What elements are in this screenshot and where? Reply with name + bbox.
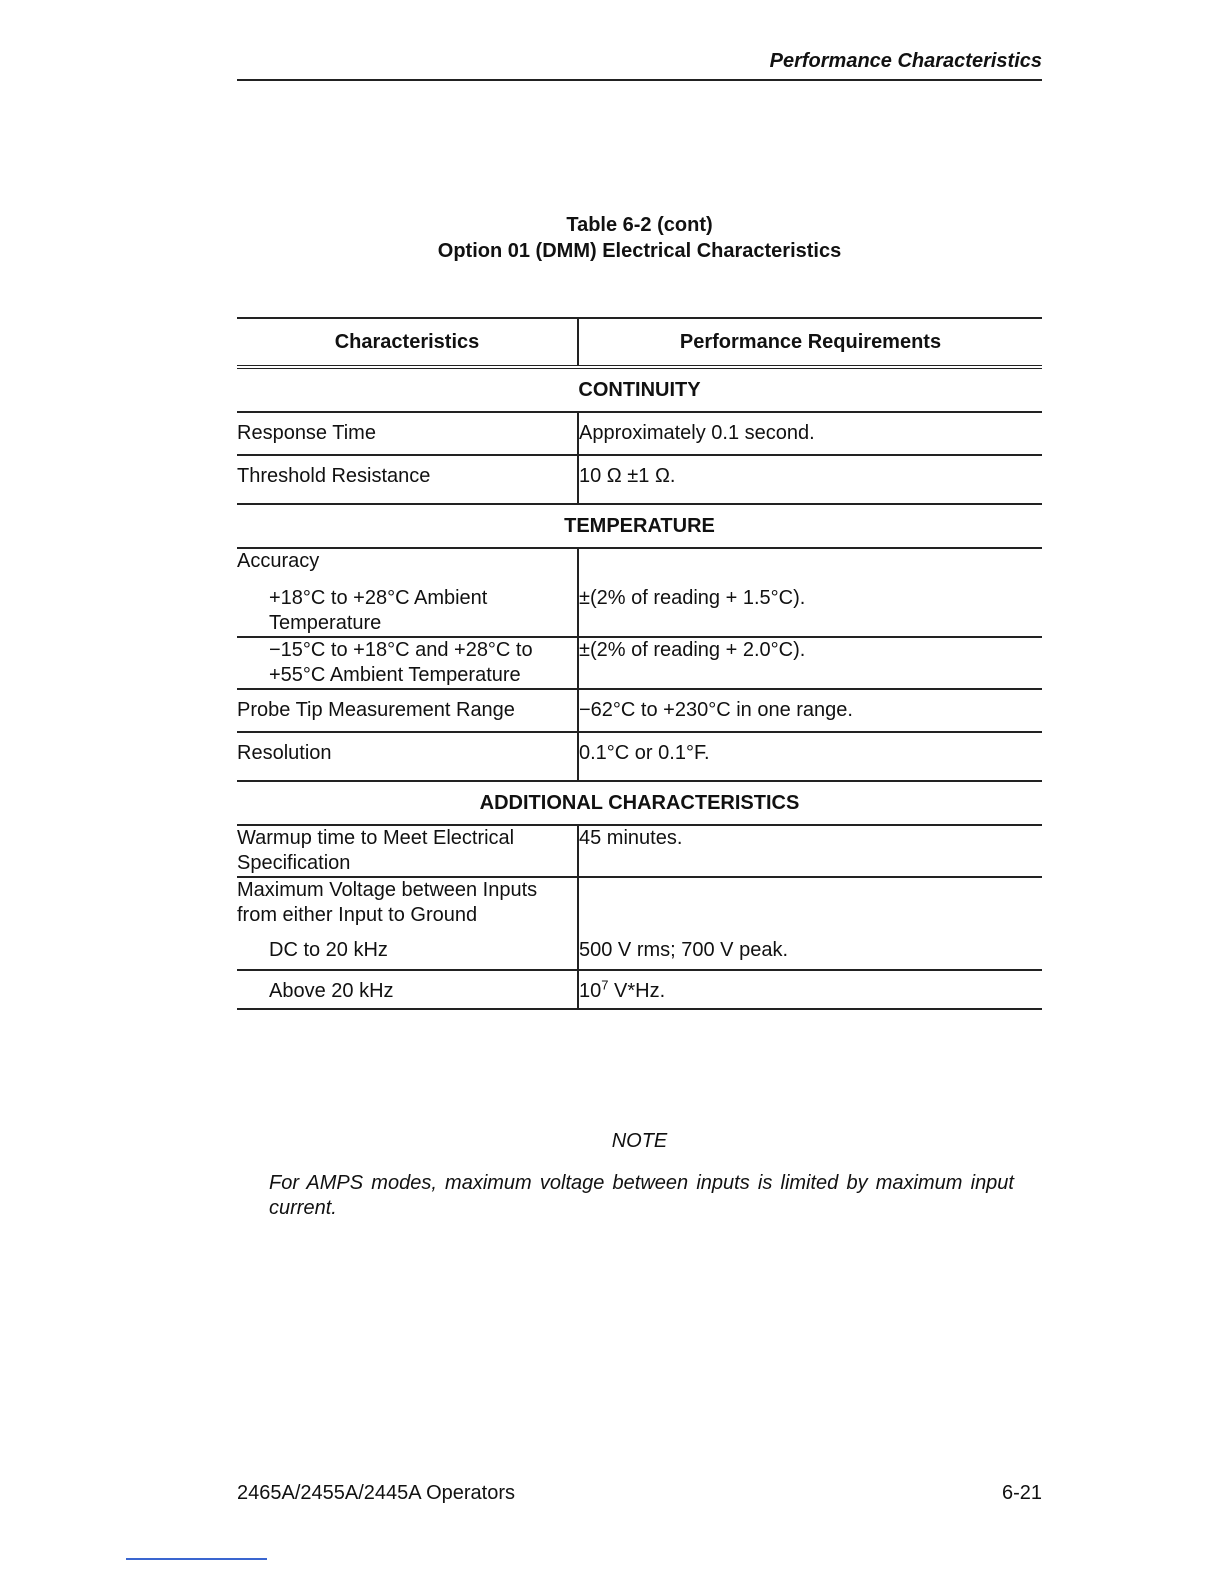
row-label: Above 20 kHz [237, 970, 578, 1009]
row-value: Approximately 0.1 second. [578, 412, 1042, 455]
table-row [237, 548, 1042, 578]
row-label: Probe Tip Measurement Range [237, 689, 578, 732]
value-unit: V*Hz. [608, 980, 666, 1002]
column-header-performance: Performance Requirements [578, 318, 1042, 367]
row-label: −15°C to +18°C and +28°C to +55°C Ambient Temperature [237, 637, 578, 689]
running-header: Performance Characteristics [237, 50, 1042, 81]
table-row [237, 455, 1042, 504]
row-label: Maximum Voltage between Inputs from either Input to Ground [237, 877, 578, 932]
table-row [237, 825, 1042, 877]
column-header-characteristics: Characteristics [237, 318, 578, 367]
section-title: TEMPERATURE [237, 504, 1042, 548]
row-value: −62°C to +230°C in one range. [578, 689, 1042, 732]
scan-mark [126, 1558, 267, 1560]
row-label: Warmup time to Meet Electrical Specification [237, 825, 578, 877]
row-label: Threshold Resistance [237, 455, 578, 504]
section-row-temperature [237, 504, 1042, 548]
table-row [237, 578, 1042, 637]
footer-manual-title: 2465A/2455A/2445A Operators [237, 1482, 515, 1504]
row-label: Response Time [237, 412, 578, 455]
row-value: 45 minutes. [578, 825, 1042, 877]
table-row [237, 932, 1042, 970]
table-row [237, 877, 1042, 932]
row-value [578, 970, 1042, 1009]
row-label: Resolution [237, 732, 578, 781]
row-label: DC to 20 kHz [237, 932, 578, 970]
section-row-continuity [237, 367, 1042, 412]
table-title: Option 01 (DMM) Electrical Characteristics [437, 240, 842, 262]
section-title: ADDITIONAL CHARACTERISTICS [237, 781, 1042, 825]
table-row [237, 732, 1042, 781]
row-value: 500 V rms; 700 V peak. [578, 932, 1042, 970]
row-value: 10 Ω ±1 Ω. [579, 465, 676, 487]
row-label: +18°C to +28°C Ambient Temperature [237, 578, 578, 637]
table-row [237, 412, 1042, 455]
table-number: Table 6-2 (cont) [566, 214, 713, 236]
section-title: CONTINUITY [237, 367, 1042, 412]
characteristics-table [237, 317, 1042, 1010]
table-header-row [237, 318, 1042, 367]
row-value: 0.1°C or 0.1°F. [579, 742, 710, 764]
row-value: ±(2% of reading + 2.0°C). [578, 637, 1042, 689]
value-exponent: 7 [601, 977, 609, 993]
section-row-additional [237, 781, 1042, 825]
table-row [237, 970, 1042, 1009]
table-caption [237, 212, 1042, 264]
note-title: NOTE [611, 1130, 668, 1152]
table-row [237, 689, 1042, 732]
table-row [237, 637, 1042, 689]
value-base: 10 [579, 980, 602, 1002]
note-body: For AMPS modes, maximum voltage between inputs is limited by maximum input current. [269, 1172, 1014, 1219]
row-value: ±(2% of reading + 1.5°C). [578, 578, 1042, 637]
footer-page-number: 6-21 [1001, 1482, 1042, 1504]
row-label: Accuracy [237, 548, 578, 578]
